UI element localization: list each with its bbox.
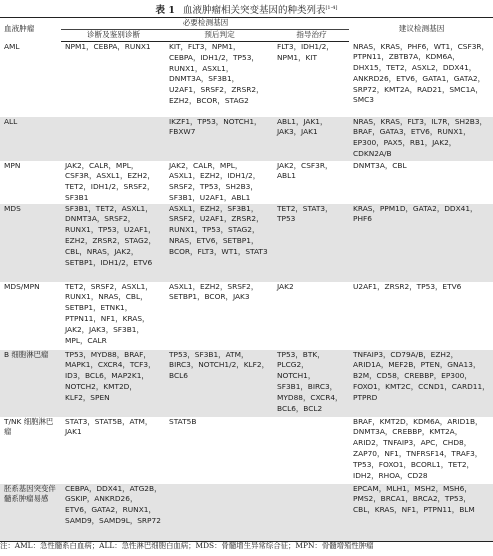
table-row bbox=[0, 484, 493, 542]
diagnosis-cell: SF3B1，TET2，ASXL1，DNMT3A，SRSF2，RUNX1，TP53，U2AF1，EZH2，ZRSR2，STAG2，CBL，NRAS，JAK2，SETBP1，IDH1/2，ETV6 bbox=[61, 204, 165, 282]
prognosis-cell: KIT，FLT3，NPM1，CEBPA，IDH1/2，TP53，RUNX1，ASXL1，DNMT3A，SF3B1，U2AF1，SRSF2，ZRSR2，EZH2，BCOR，STAG2 bbox=[169, 42, 264, 105]
prognosis-cell bbox=[165, 484, 273, 542]
recommended-cell: TNFAIP3，CD79A/B，EZH2，ARID1A，MEF2B，PTEN，GNA13，B2M，CD58，CREBBP，EP300，FOXO1，KMT2C，CCND1，CARD11，PTPRD bbox=[349, 350, 493, 417]
gene-table bbox=[0, 17, 493, 542]
table-number: 表 1 bbox=[155, 5, 175, 17]
header-treatment: 指导治疗 bbox=[273, 30, 349, 42]
prognosis-cell: STAT5B bbox=[169, 416, 197, 426]
disease-cell: B 细胞淋巴瘤 bbox=[0, 350, 61, 417]
table-reference: [1-4] bbox=[325, 5, 338, 11]
recommended-cell: DNMT3A，CBL bbox=[353, 160, 407, 170]
prognosis-cell: TP53，SF3B1，ATM，BIRC3，NOTCH1/2，KLF2，BCL6 bbox=[165, 350, 273, 417]
table-row bbox=[0, 350, 493, 417]
diagnosis-cell: JAK2，CALR，MPL，CSF3R，ASXL1，EZH2，TET2，IDH1/2，SRSF2，SF3B1 bbox=[65, 160, 155, 202]
recommended-cell: BRAF，KMT2D，KDM6A，ARID1B，DNMT3A，CREBBP，KMT2A，ARID2，TNFAIP3，APC，CHD8，ZAP70，NF1，TNFRSF14，TRAF3，TP53，FOXO1，BCORL1，TET2，IDH2，RHOA，CD28 bbox=[353, 416, 483, 480]
diagnosis-cell bbox=[61, 117, 165, 161]
header-disease: 血液肿瘤 bbox=[0, 18, 61, 42]
disease-cell: AML bbox=[4, 41, 20, 51]
table-row bbox=[0, 417, 493, 484]
prognosis-cell: ASXL1，EZH2，SF3B1，SRSF2，U2AF1，ZRSR2，RUNX1，TP53，STAG2，NRAS，ETV6，SETBP1，BCOR，FLT3，WT1，STAT3 bbox=[165, 204, 273, 282]
disease-cell: ALL bbox=[0, 117, 61, 161]
disease-cell: 胚系基因突变伴髓系肿瘤易感 bbox=[0, 484, 61, 542]
header-recommended-genes: 建议检测基因 bbox=[349, 18, 493, 42]
table-row bbox=[0, 117, 493, 161]
prognosis-cell: JAK2，CALR，MPL，ASXL1，EZH2，IDH1/2，SRSF2，TP53，SH2B3，SF3B1，U2AF1，ABL1 bbox=[169, 160, 261, 202]
table-row bbox=[0, 161, 493, 204]
recommended-cell: NRAS，KRAS，FLT3，IL7R，SH2B3，BRAF，GATA3，ETV6，RUNX1，EP300，PAX5，RB1，JAK2，CDKN2A/B bbox=[349, 117, 493, 161]
table-row bbox=[0, 282, 493, 350]
disease-cell: MDS/MPN bbox=[4, 281, 40, 291]
header-diagnosis: 诊断及鉴别诊断 bbox=[61, 30, 165, 42]
disease-cell: MDS bbox=[0, 204, 61, 282]
diagnosis-cell: CEBPA，DDX41，ATG2B，GSKIP，ANKRD26，ETV6，GATA2，RUNX1，SAMD9，SAMD9L，SRP72 bbox=[61, 484, 165, 542]
treatment-cell: ABL1，JAK1，JAK3，JAK1 bbox=[273, 117, 349, 161]
disease-cell: MPN bbox=[4, 160, 21, 170]
table-footnote: 注：AML：急性髓系白血病；ALL：急性淋巴细胞白血病；MDS：骨髓增生异常综合征；MPN：骨髓增殖性肿瘤 bbox=[0, 541, 374, 550]
diagnosis-cell: TP53，MYD88，BRAF，MAPK1，CXCR4，TCF3，ID3，BCL6，MAP2K1，NOTCH2，KMT2D，KLF2，SPEN bbox=[61, 350, 165, 417]
treatment-cell: FLT3，IDH1/2，NPM1，KIT bbox=[277, 42, 334, 62]
recommended-cell: NRAS，KRAS，PHF6，WT1，CSF3R，PTPN11，ZBTB7A，KDM6A，DHX15，TET2，ASXL2，DDX41，ANKRD26，ETV6，GATA1，GATA2，SRP72，KMT2A，RAD21，SMC1A，SMC3 bbox=[353, 41, 489, 105]
diagnosis-cell: TET2，SRSF2，ASXL1，RUNX1，NRAS，CBL，SETBP1，ETNK1，PTPN11，NF1，KRAS，JAK2，JAK3，SF3B1，MPL，CALR bbox=[65, 281, 153, 345]
treatment-cell: JAK2 bbox=[277, 281, 294, 291]
diagnosis-cell: NPM1，CEBPA，RUNX1 bbox=[65, 42, 151, 51]
disease-cell: T/NK 细胞淋巴瘤 bbox=[4, 416, 54, 437]
treatment-cell bbox=[273, 484, 349, 542]
recommended-cell: KRAS，PPM1D，GATA2，DDX41，PHF6 bbox=[349, 204, 493, 282]
recommended-cell: U2AF1，ZRSR2，TP53，ETV6 bbox=[353, 281, 462, 291]
treatment-cell: TET2，STAT3，TP53 bbox=[273, 204, 349, 282]
diagnosis-cell: STAT3，STAT5B，ATM，JAK1 bbox=[65, 416, 153, 437]
table-caption bbox=[0, 2, 493, 17]
recommended-cell: EPCAM，MLH1，MSH2，MSH6，PMS2，BRCA1，BRCA2，TP53，CBL，KRAS，NF1，PTPN11，BLM bbox=[349, 484, 493, 542]
prognosis-cell: ASXL1，EZH2，SRSF2，SETBP1，BCOR，JAK3 bbox=[169, 281, 259, 302]
header-prognosis: 预后判定 bbox=[165, 30, 273, 42]
prognosis-cell: IKZF1，TP53，NOTCH1，FBXW7 bbox=[165, 117, 273, 161]
treatment-cell: TP53，BTK，PLCG2，NOTCH1，SF3B1，BIRC3，MYD88，CXCR4，BCL6，BCL2 bbox=[273, 350, 349, 417]
treatment-cell bbox=[273, 417, 349, 484]
table-row bbox=[0, 204, 493, 282]
table-row bbox=[0, 42, 493, 117]
treatment-cell: JAK2，CSF3R，ABL1 bbox=[277, 160, 333, 181]
table-title: 血液肿瘤相关突变基因的种类列表 bbox=[182, 5, 326, 17]
header-required-genes: 必要检测基因 bbox=[61, 18, 349, 30]
